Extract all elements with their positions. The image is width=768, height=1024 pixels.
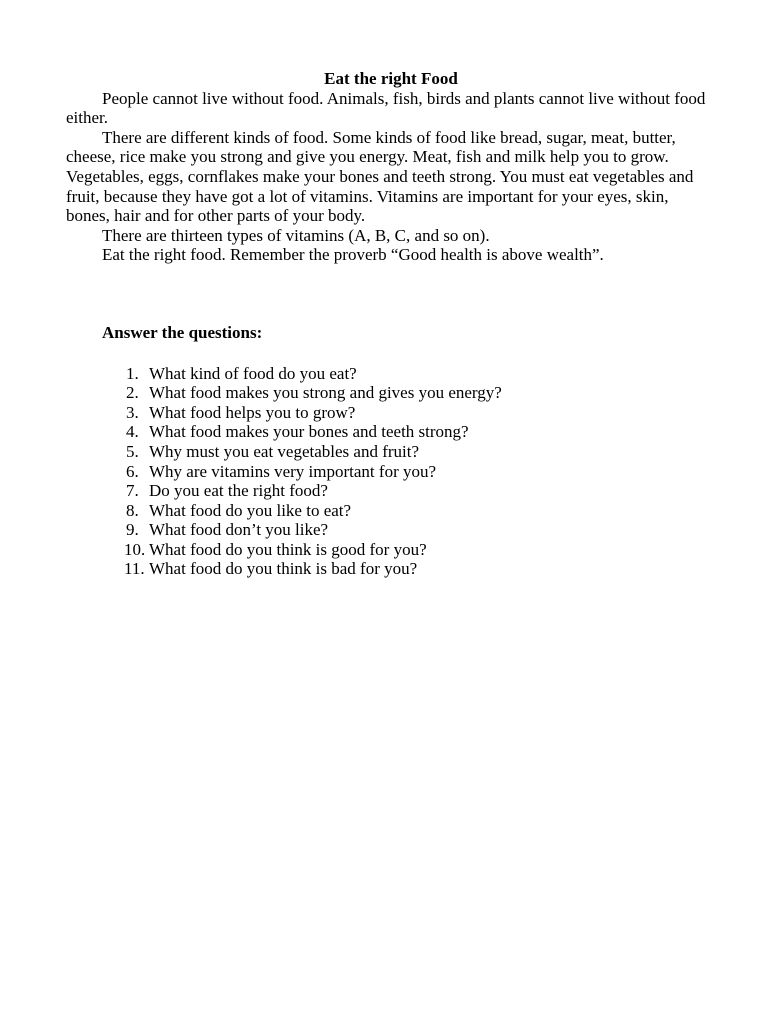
- list-item: [66, 481, 716, 501]
- question-number: 9.: [126, 520, 139, 540]
- question-number: 4.: [126, 422, 139, 442]
- questions-list: [66, 364, 716, 580]
- document-title: Eat the right Food: [324, 69, 458, 88]
- question-text: What food makes your bones and teeth strong?: [149, 422, 469, 442]
- paragraph-2: There are different kinds of food. Some kinds of food like bread, sugar, meat, butter, cheese, rice make you strong and give you energy. Meat, fish and milk help you to grow. Vegetables, eggs, cornflakes make your bones and teeth strong. You must eat vegetables and fruit, because they have got a lot of vitamins. Vitamins are important for your eyes, skin, bones, hair and for other parts of your body.: [66, 127, 694, 226]
- list-item: [66, 501, 716, 521]
- list-item: [66, 383, 716, 403]
- paragraph-4: Eat the right food. Remember the proverb “Good health is above wealth”.: [102, 245, 604, 265]
- list-item: [66, 422, 716, 442]
- paragraph-1: People cannot live without food. Animals, fish, birds and plants cannot live without food either.: [66, 88, 706, 128]
- list-item: [66, 540, 716, 560]
- question-number: 5.: [126, 441, 139, 461]
- list-item: [66, 364, 716, 384]
- question-text: Why must you eat vegetables and fruit?: [149, 441, 420, 461]
- list-item: [66, 442, 716, 462]
- question-number: 11.: [124, 559, 145, 579]
- question-number: 8.: [126, 500, 139, 520]
- question-text: Do you eat the right food?: [149, 481, 328, 501]
- question-number: 6.: [126, 461, 139, 481]
- question-number: 1.: [126, 363, 139, 383]
- question-text: Why are vitamins very important for you?: [149, 461, 437, 481]
- paragraph-3: There are thirteen types of vitamins (A, B, C, and so on).: [102, 225, 490, 245]
- list-item: [66, 462, 716, 482]
- question-text: What food don’t you like?: [149, 520, 329, 540]
- question-number: 10.: [124, 539, 146, 559]
- question-text: What food do you think is bad for you?: [149, 559, 418, 579]
- document-page: [66, 69, 716, 579]
- question-text: What food makes you strong and gives you energy?: [149, 383, 502, 403]
- question-text: What food do you like to eat?: [149, 500, 352, 520]
- questions-heading: Answer the questions:: [102, 322, 263, 342]
- question-text: What kind of food do you eat?: [149, 363, 357, 383]
- list-item: [66, 520, 716, 540]
- question-text: What food helps you to grow?: [149, 402, 356, 422]
- list-item: [66, 559, 716, 579]
- question-number: 7.: [126, 481, 139, 501]
- question-text: What food do you think is good for you?: [149, 539, 427, 559]
- question-number: 2.: [126, 383, 139, 403]
- list-item: [66, 403, 716, 423]
- question-number: 3.: [126, 402, 139, 422]
